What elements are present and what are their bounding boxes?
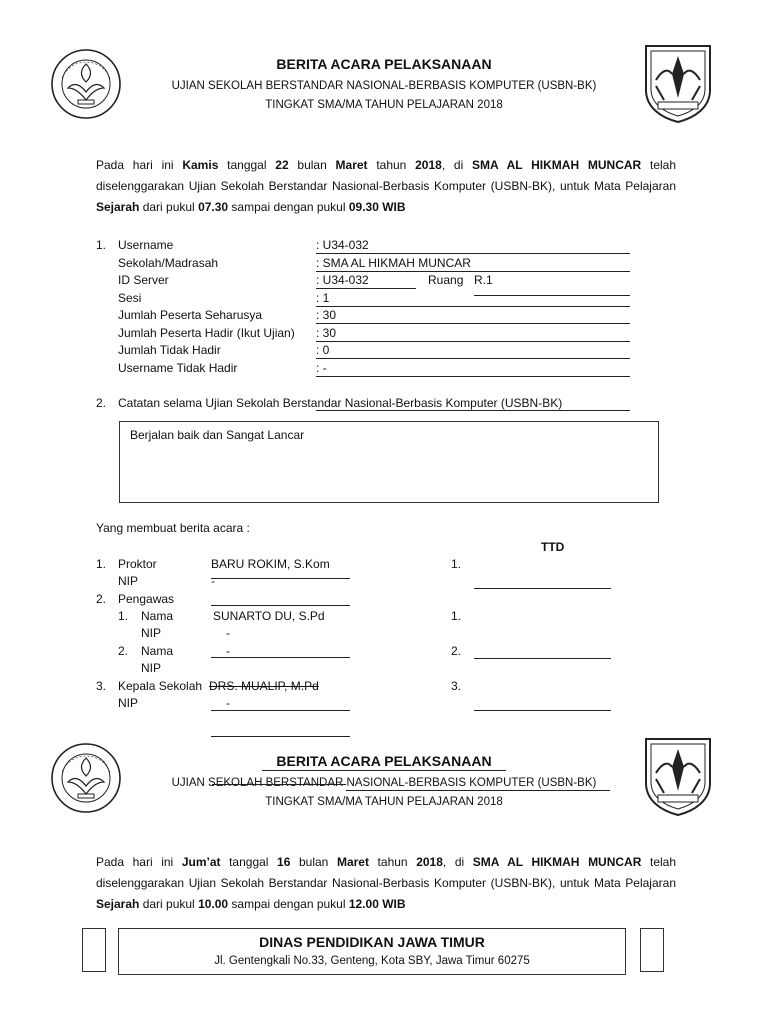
ruang-value: R.1 <box>474 273 493 287</box>
field-label: Sekolah/Madrasah <box>118 255 219 270</box>
nip-label: NIP <box>141 661 162 675</box>
pengawas1-name: SUNARTO DU, S.Pd <box>213 609 325 623</box>
document-subtitle: UJIAN SEKOLAH BERSTANDAR NASIONAL-BERBASIS KOMPUTER (USBN-BK) <box>171 777 597 789</box>
proktor-name: BARU ROKIM, S.Kom <box>211 557 330 571</box>
intro-paragraph: Pada hari ini Kamis tanggal 22 bulan Maret tahun 2018, di SMA AL HIKMAH MUNCAR telah diselenggarakan Ujian Sekolah Berstandar Nasional-Berbasis Komputer (USBN-BK), untuk Mata Pelajaran Sejarah dari pukul 07.30 sampai dengan pukul 09.30 WIB <box>96 158 677 214</box>
nama-label: Nama <box>141 644 174 658</box>
field-value: : 30 <box>316 308 337 322</box>
field-label: Username <box>118 238 174 252</box>
ttd-number: 2. <box>451 644 462 658</box>
footer-title: DINAS PENDIDIKAN JAWA TIMUR <box>259 934 485 950</box>
nip-label: NIP <box>118 574 139 588</box>
proktor-nip: - <box>211 574 215 588</box>
kepala-name: DRS. MUALIP, M.Pd <box>209 679 319 693</box>
footer-left-box <box>82 928 106 972</box>
sub-number: 1. <box>118 609 129 623</box>
nip-label: NIP <box>118 696 139 710</box>
signers-heading: Yang membuat berita acara : <box>96 521 250 535</box>
field-underline <box>316 271 630 272</box>
catatan-label: Catatan selama Ujian Sekolah Berstandar Nasional-Berbasis Komputer (USBN-BK) <box>118 396 563 410</box>
proktor-name-underline <box>211 578 350 579</box>
signer-number: 1. <box>96 557 107 571</box>
field-underline <box>316 288 416 289</box>
kepala-label: Kepala Sekolah <box>118 679 203 693</box>
footer-right-box <box>640 928 664 972</box>
nama-label: Nama <box>141 609 174 623</box>
field-label: Jumlah Peserta Seharusya <box>118 308 263 322</box>
field-value: : 30 <box>316 325 337 340</box>
field-label: Jumlah Peserta Hadir (Ikut Ujian) <box>118 325 295 340</box>
pengawas1-nip: - <box>226 626 230 640</box>
document-title: BERITA ACARA PELAKSANAAN <box>276 56 492 72</box>
document-title: BERITA ACARA PELAKSANAAN <box>276 753 492 769</box>
ttd-number: 1. <box>451 609 462 623</box>
signer-number: 3. <box>96 679 107 693</box>
field-value: : SMA AL HIKMAH MUNCAR <box>316 255 471 270</box>
proktor-nip-underline <box>211 605 350 606</box>
kepala-nip: - <box>226 696 230 710</box>
ttd-number: 1. <box>451 557 462 571</box>
catatan-box <box>119 421 659 503</box>
signature-line <box>474 710 611 711</box>
ruang-label: Ruang <box>428 273 464 287</box>
section-number: 2. <box>96 396 107 410</box>
pengawas2-underline <box>211 657 350 658</box>
extra-underline <box>211 736 350 737</box>
document-subtitle-year: TINGKAT SMA/MA TAHUN PELAJARAN 2018 <box>265 99 503 111</box>
field-label: ID Server <box>118 273 169 287</box>
signature-line <box>474 588 611 589</box>
field-label: Jumlah Tidak Hadir <box>118 343 221 357</box>
title-strike-line <box>262 770 506 771</box>
subtitle-strike-line <box>212 784 346 785</box>
signature-line <box>474 658 611 659</box>
field-underline <box>316 376 630 377</box>
footer-box <box>118 928 626 975</box>
subtitle-underline <box>346 790 610 791</box>
field-value: : U34-032 <box>316 273 369 287</box>
document-subtitle-year: TINGKAT SMA/MA TAHUN PELAJARAN 2018 <box>265 796 503 808</box>
ruang-underline <box>474 295 630 296</box>
pengawas-label: Pengawas <box>118 592 175 606</box>
ttd-heading: TTD <box>541 540 565 554</box>
field-label: Sesi <box>118 290 142 305</box>
field-underline <box>316 358 630 359</box>
kepala-nip-underline <box>211 710 350 711</box>
pengawas2-name: - <box>226 644 230 658</box>
proktor-label: Proktor <box>118 557 157 571</box>
field-value: : 0 <box>316 343 330 357</box>
signer-number: 2. <box>96 592 107 606</box>
field-underline <box>316 323 630 324</box>
field-underline <box>316 341 630 342</box>
catatan-note: Berjalan baik dan Sangat Lancar <box>130 428 305 442</box>
field-value: : U34-032 <box>316 238 369 252</box>
nip-label: NIP <box>141 626 162 640</box>
intro-paragraph-2: Pada hari ini Jum’at tanggal 16 bulan Maret tahun 2018, di SMA AL HIKMAH MUNCAR telah diselenggarakan Ujian Sekolah Berstandar Nasional-Berbasis Komputer (USBN-BK), untuk Mata Pelajaran Sejarah dari pukul 10.00 sampai dengan pukul 12.00 WIB <box>96 855 677 911</box>
field-label: Username Tidak Hadir <box>118 360 238 375</box>
field-underline <box>316 253 630 254</box>
document-subtitle: UJIAN SEKOLAH BERSTANDAR NASIONAL-BERBASIS KOMPUTER (USBN-BK) <box>171 80 597 92</box>
ttd-number: 3. <box>451 679 462 693</box>
field-underline <box>316 306 630 307</box>
field-value: : - <box>316 360 327 375</box>
catatan-underline <box>316 410 630 411</box>
sub-number: 2. <box>118 644 129 658</box>
field-value: : 1 <box>316 290 330 305</box>
footer-address: Jl. Gentengkali No.33, Genteng, Kota SBY, Jawa Timur 60275 <box>214 955 530 967</box>
section-number: 1. <box>96 238 107 252</box>
